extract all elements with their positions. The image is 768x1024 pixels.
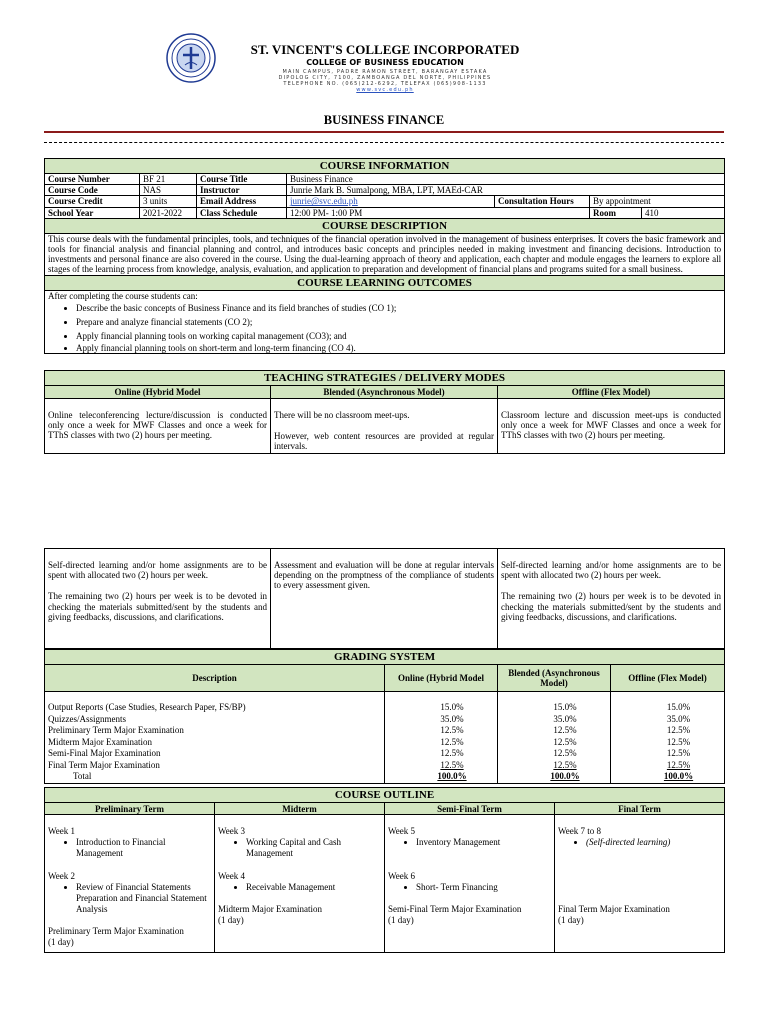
grading-total: 100.0% [663, 771, 694, 781]
blended-mode-text [271, 399, 498, 454]
online-mode-header: Online (Hybrid Model [45, 386, 271, 399]
blended-mode-header: Blended (Asynchronous Model) [271, 386, 498, 399]
college-department: COLLEGE OF BUSINESS EDUCATION [306, 58, 464, 67]
grading-blended-header: Blended (Asynchronous Model) [498, 665, 611, 692]
exam-label: Semi-Final Term Major Examination [388, 904, 522, 914]
grading-value: 35.0% [553, 713, 577, 724]
topic-item: • (Self-directed learning) [586, 837, 721, 848]
outcome-item: • Describe the basic concepts of Business Finance and its field branches of studies (CO 1); [76, 301, 721, 315]
email-link[interactable]: junrie@svc.edu.ph [290, 196, 358, 207]
grading-system-heading: GRADING SYSTEM [45, 650, 725, 665]
exam-label: Final Term Major Examination [558, 904, 670, 914]
topic-item: • Working Capital and Cash Management [246, 837, 381, 859]
term-header-semifinal: Semi-Final Term [385, 803, 555, 815]
course-credit-label: Course Credit [45, 196, 140, 207]
course-description-heading: COURSE DESCRIPTION [45, 218, 725, 233]
grading-value: 35.0% [440, 713, 464, 724]
topic-item: • Short- Term Financing [416, 882, 551, 893]
grading-value: 12.5% [666, 759, 691, 770]
learning-outcomes-heading: COURSE LEARNING OUTCOMES [45, 275, 725, 290]
term-header-midterm: Midterm [215, 803, 385, 815]
grading-total: 100.0% [437, 771, 467, 781]
email-address[interactable] [287, 196, 495, 207]
online-paragraph-1: Self-directed learning and/or home assignments are to be spent with allocated two (2) hours per week. [48, 560, 267, 581]
grading-row-label: Midterm Major Examination [48, 736, 152, 747]
grading-value: 12.5% [666, 748, 691, 758]
grading-value: 35.0% [666, 713, 691, 724]
week-label: Week 1 [48, 826, 76, 836]
instructor-label: Instructor [197, 185, 287, 196]
class-schedule-label: Class Schedule [197, 207, 287, 218]
term-header-preliminary: Preliminary Term [45, 803, 215, 815]
exam-duration: (1 day) [48, 937, 74, 947]
grading-description-header: Description [45, 665, 385, 692]
blended-mode-text-2: Assessment and evaluation will be done at regular intervals depending on the promptness of the compliance of students to every assessment given. [271, 549, 498, 649]
outcomes-list [48, 301, 721, 353]
grading-value: 15.0% [440, 702, 464, 712]
offline-paragraph-2: The remaining two (2) hours per week is to be devoted in checking the materials submitted/sent by the students and giving feedbacks, discussions, and clarifications. [501, 591, 721, 622]
course-code-label: Course Code [45, 185, 140, 196]
grading-value: 12.5% [666, 736, 691, 747]
consultation-label: Consultation Hours [495, 196, 590, 207]
grading-total-label: Total [73, 771, 92, 781]
grading-offline-header: Offline (Flex Model) [611, 665, 725, 692]
grading-row-label: Final Term Major Examination [48, 759, 160, 770]
week-label: Week 5 [388, 826, 416, 836]
week-label: Week 2 [48, 871, 76, 881]
offline-mode-header: Offline (Flex Model) [498, 386, 725, 399]
school-year: 2021-2022 [140, 207, 197, 218]
outcome-item: • Prepare and analyze financial statements (CO 2); [76, 315, 721, 329]
address-line-2: DIPOLOG CITY, 7100, ZAMBOANGA DEL NORTE, PHILIPPINES [278, 75, 492, 81]
grading-total: 100.0% [550, 771, 580, 781]
online-mode-text-2 [45, 549, 271, 649]
teaching-strategies-continued [44, 548, 725, 649]
college-seal-logo [166, 33, 216, 83]
course-outline-heading: COURSE OUTLINE [45, 788, 725, 803]
course-information-heading: COURSE INFORMATION [45, 159, 725, 174]
exam-label: Midterm Major Examination [218, 904, 322, 914]
exam-label: Preliminary Term Major Examination [48, 926, 184, 936]
week-label: Week 7 to 8 [558, 826, 602, 836]
topic-item: • Receivable Management [246, 882, 381, 893]
grading-value: 12.5% [553, 725, 577, 735]
online-mode-text: Online teleconferencing lecture/discussion is conducted only once a week for MWF Classes and once a week for TThS classes with two (2) hours per meeting. [45, 399, 271, 454]
grading-row-label: Preliminary Term Major Examination [48, 725, 184, 735]
college-name: ST. VINCENT'S COLLEGE INCORPORATED [250, 42, 520, 57]
course-number: BF 21 [140, 174, 197, 185]
grading-value: 15.0% [553, 702, 577, 712]
online-paragraph-2: The remaining two (2) hours per week is to be devoted in checking the materials submitted/sent by the students and giving feedbacks, discussions, and clarifications. [48, 591, 267, 622]
grading-descriptions [45, 692, 385, 784]
topic-item: • Introduction to Financial Management [76, 837, 211, 859]
week-label: Week 3 [218, 826, 246, 836]
grading-online-header: Online (Hybrid Model [385, 665, 498, 692]
address-line-1: MAIN CAMPUS, PADRE RAMON STREET, BARANGAY ESTAKA [282, 69, 488, 75]
grading-value: 12.5% [440, 759, 464, 770]
grading-offline-values [611, 692, 725, 784]
header-divider [44, 131, 724, 133]
exam-duration: (1 day) [558, 915, 584, 925]
topic-item: • Review of Financial Statements Preparation and Financial Statement Analysis [76, 882, 211, 915]
room-label: Room [590, 207, 642, 218]
course-code: NAS [140, 185, 197, 196]
offline-paragraph-1: Self-directed learning and/or home assignments are to be spent with allocated two (2) hours per week. [501, 560, 721, 581]
semifinal-term-content [385, 815, 555, 953]
final-term-content [555, 815, 725, 953]
preliminary-term-content [45, 815, 215, 953]
teaching-strategies-table [44, 370, 725, 454]
offline-mode-text-2 [498, 549, 725, 649]
blended-paragraph-1: There will be no classroom meet-ups. [274, 410, 410, 420]
consultation-hours: By appointment [590, 196, 725, 207]
outcome-item: • Apply financial planning tools on working capital management (CO3); and [76, 329, 721, 343]
course-title-label: Course Title [197, 174, 287, 185]
grading-value: 12.5% [440, 736, 464, 747]
midterm-content [215, 815, 385, 953]
instructor: Junrie Mark B. Sumalpong, MBA, LPT, MAEd-CAR [287, 185, 725, 196]
grading-online-values [385, 692, 498, 784]
grading-value: 12.5% [666, 725, 691, 735]
week-label: Week 4 [218, 871, 246, 881]
course-number-label: Course Number [45, 174, 140, 185]
class-schedule: 12:00 PM- 1:00 PM [287, 207, 590, 218]
term-header-final: Final Term [555, 803, 725, 815]
grading-value: 12.5% [553, 736, 577, 747]
room: 410 [642, 207, 725, 218]
offline-mode-text: Classroom lecture and discussion meet-ups is conducted only once a week for MWF Classes and once a week for TThS classes with two (2) hours per meeting. [498, 399, 725, 454]
course-title: Business Finance [287, 174, 725, 185]
grading-row-label: Output Reports (Case Studies, Research Paper, FS/BP) [48, 702, 246, 712]
outcomes-intro: After completing the course students can: [48, 290, 198, 301]
learning-outcomes [45, 290, 725, 353]
exam-duration: (1 day) [218, 915, 244, 925]
grading-value: 12.5% [440, 748, 464, 758]
outcome-item: • Apply financial planning tools on short-term and long-term financing (CO 4). [76, 343, 721, 353]
teaching-strategies-heading: TEACHING STRATEGIES / DELIVERY MODES [45, 371, 725, 386]
topic-item: • Inventory Management [416, 837, 551, 848]
grading-row-label: Semi-Final Major Examination [48, 748, 161, 758]
grading-row-label: Quizzes/Assignments [48, 713, 126, 724]
email-label: Email Address [197, 196, 287, 207]
grading-system-table [44, 649, 725, 784]
course-description-text: This course deals with the fundamental principles, tools, and techniques of the financial operation involved in the management of business enterprises. It covers the basic framework and tools for financial analysis and financial planning and control, and introduces basic concepts and principles needed in making investment and financing decisions. Introduction to investments and personal finance are also covered in the course. Using the dual-learning approach of theory and application, each chapter and module engages the learners to explore all stages of the learning process from knowledge, analysis, evaluation, and application to preparation and development of financial plans and programs suited for a small business. [45, 233, 725, 275]
website-link[interactable]: www.svc.edu.ph [356, 87, 414, 93]
grading-blended-values [498, 692, 611, 784]
blended-paragraph-2: However, web content resources are provided at regular intervals. [274, 431, 494, 452]
course-outline-table [44, 787, 725, 953]
course-credit: 3 units [140, 196, 197, 207]
grading-value: 12.5% [440, 725, 464, 735]
exam-duration: (1 day) [388, 915, 414, 925]
grading-value: 12.5% [553, 759, 577, 770]
course-info-table [44, 158, 725, 354]
address-line-3: TELEPHONE NO. (065)212-6292, TELEFAX (065)908-1133 [283, 81, 487, 87]
grading-value: 12.5% [553, 748, 577, 758]
grading-value: 15.0% [666, 702, 691, 712]
document-title: BUSINESS FINANCE [323, 113, 445, 127]
school-year-label: School Year [45, 207, 140, 218]
dashed-divider [44, 142, 724, 143]
week-label: Week 6 [388, 871, 416, 881]
